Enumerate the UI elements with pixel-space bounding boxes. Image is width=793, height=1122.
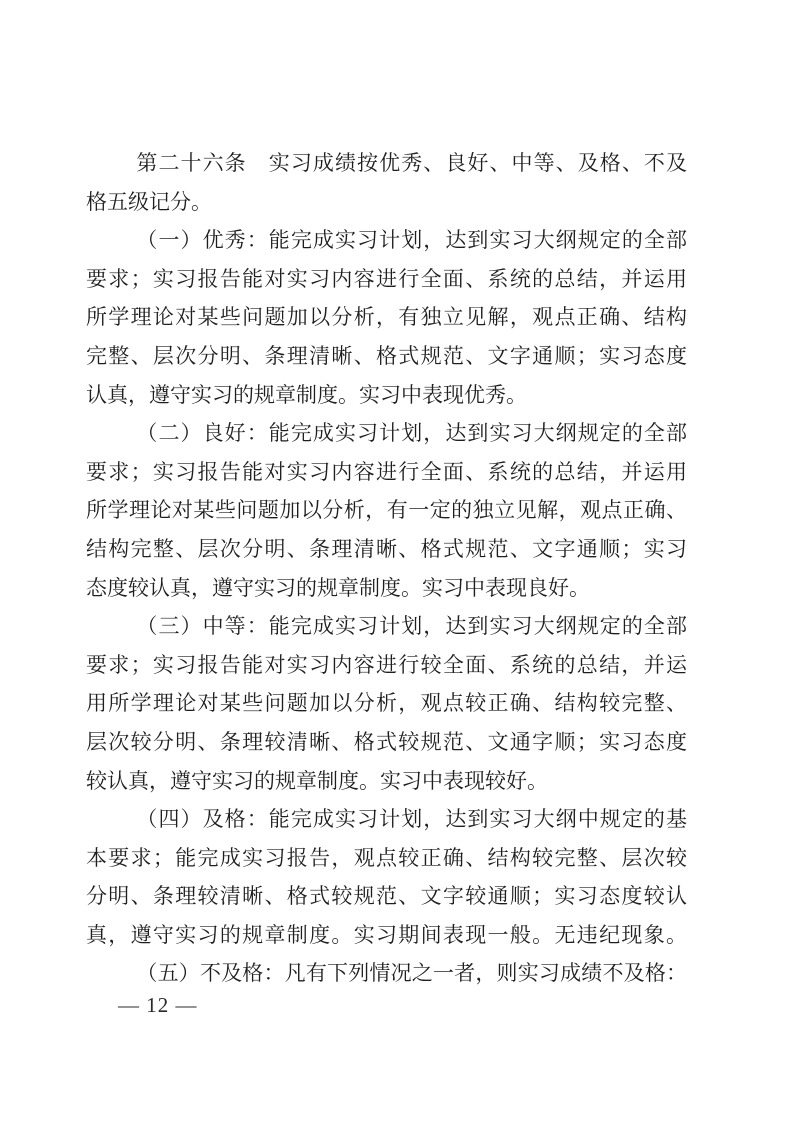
text-line: 真，遵守实习的规章制度。实习期间表现一般。无违纪现象。 xyxy=(86,922,687,947)
text-line: 所学理论对某些问题加以分析，有一定的独立见解，观点正确、 xyxy=(86,498,687,523)
text-line: 结构完整、层次分明、条理清晰、格式规范、文字通顺；实习 xyxy=(86,536,687,561)
page-number: — 12 — xyxy=(118,993,198,1017)
paragraph-item-1-excellent xyxy=(86,221,687,414)
paragraph-item-3-middle xyxy=(86,607,687,800)
paragraph-item-2-good xyxy=(86,414,687,607)
text-line: 格五级记分。 xyxy=(86,189,212,214)
text-line: 本要求；能完成实习报告，观点较正确、结构较完整、层次较 xyxy=(86,845,687,870)
text-line: （五）不及格：凡有下列情况之一者，则实习成绩不及格： xyxy=(136,961,687,986)
text-line: 要求；实习报告能对实习内容进行全面、系统的总结，并运用 xyxy=(86,266,687,291)
paragraph-item-4-pass xyxy=(86,800,687,954)
text-line: （四）及格：能完成实习计划，达到实习大纲中规定的基 xyxy=(136,807,687,832)
text-line: 认真，遵守实习的规章制度。实习中表现优秀。 xyxy=(86,382,527,407)
text-line: 较认真，遵守实习的规章制度。实习中表现较好。 xyxy=(86,768,548,793)
text-line: 完整、层次分明、条理清晰、格式规范、文字通顺；实习态度 xyxy=(86,343,687,368)
text-line: 层次较分明、条理较清晰、格式较规范、文通字顺；实习态度 xyxy=(86,729,687,754)
paragraph-article-26-intro xyxy=(86,144,687,221)
text-line: 所学理论对某些问题加以分析，有独立见解，观点正确、结构 xyxy=(86,305,687,330)
text-line: 要求；实习报告能对实习内容进行全面、系统的总结，并运用 xyxy=(86,459,687,484)
text-line: 分明、条理较清晰、格式较规范、文字较通顺；实习态度较认 xyxy=(86,884,687,909)
text-line: （三）中等：能完成实习计划，达到实习大纲规定的全部 xyxy=(136,614,687,639)
text-line: 态度较认真，遵守实习的规章制度。实习中表现良好。 xyxy=(86,575,590,600)
text-line: （一）优秀：能完成实习计划，达到实习大纲规定的全部 xyxy=(136,228,687,253)
document-body xyxy=(86,144,687,993)
text-line: 第二十六条 实习成绩按优秀、良好、中等、及格、不及 xyxy=(136,151,687,175)
text-line: 用所学理论对某些问题加以分析，观点较正确、结构较完整、 xyxy=(86,691,687,716)
text-line: （二）良好：能完成实习计划，达到实习大纲规定的全部 xyxy=(136,421,687,446)
text-line: 要求；实习报告能对实习内容进行较全面、系统的总结，并运 xyxy=(86,652,687,677)
